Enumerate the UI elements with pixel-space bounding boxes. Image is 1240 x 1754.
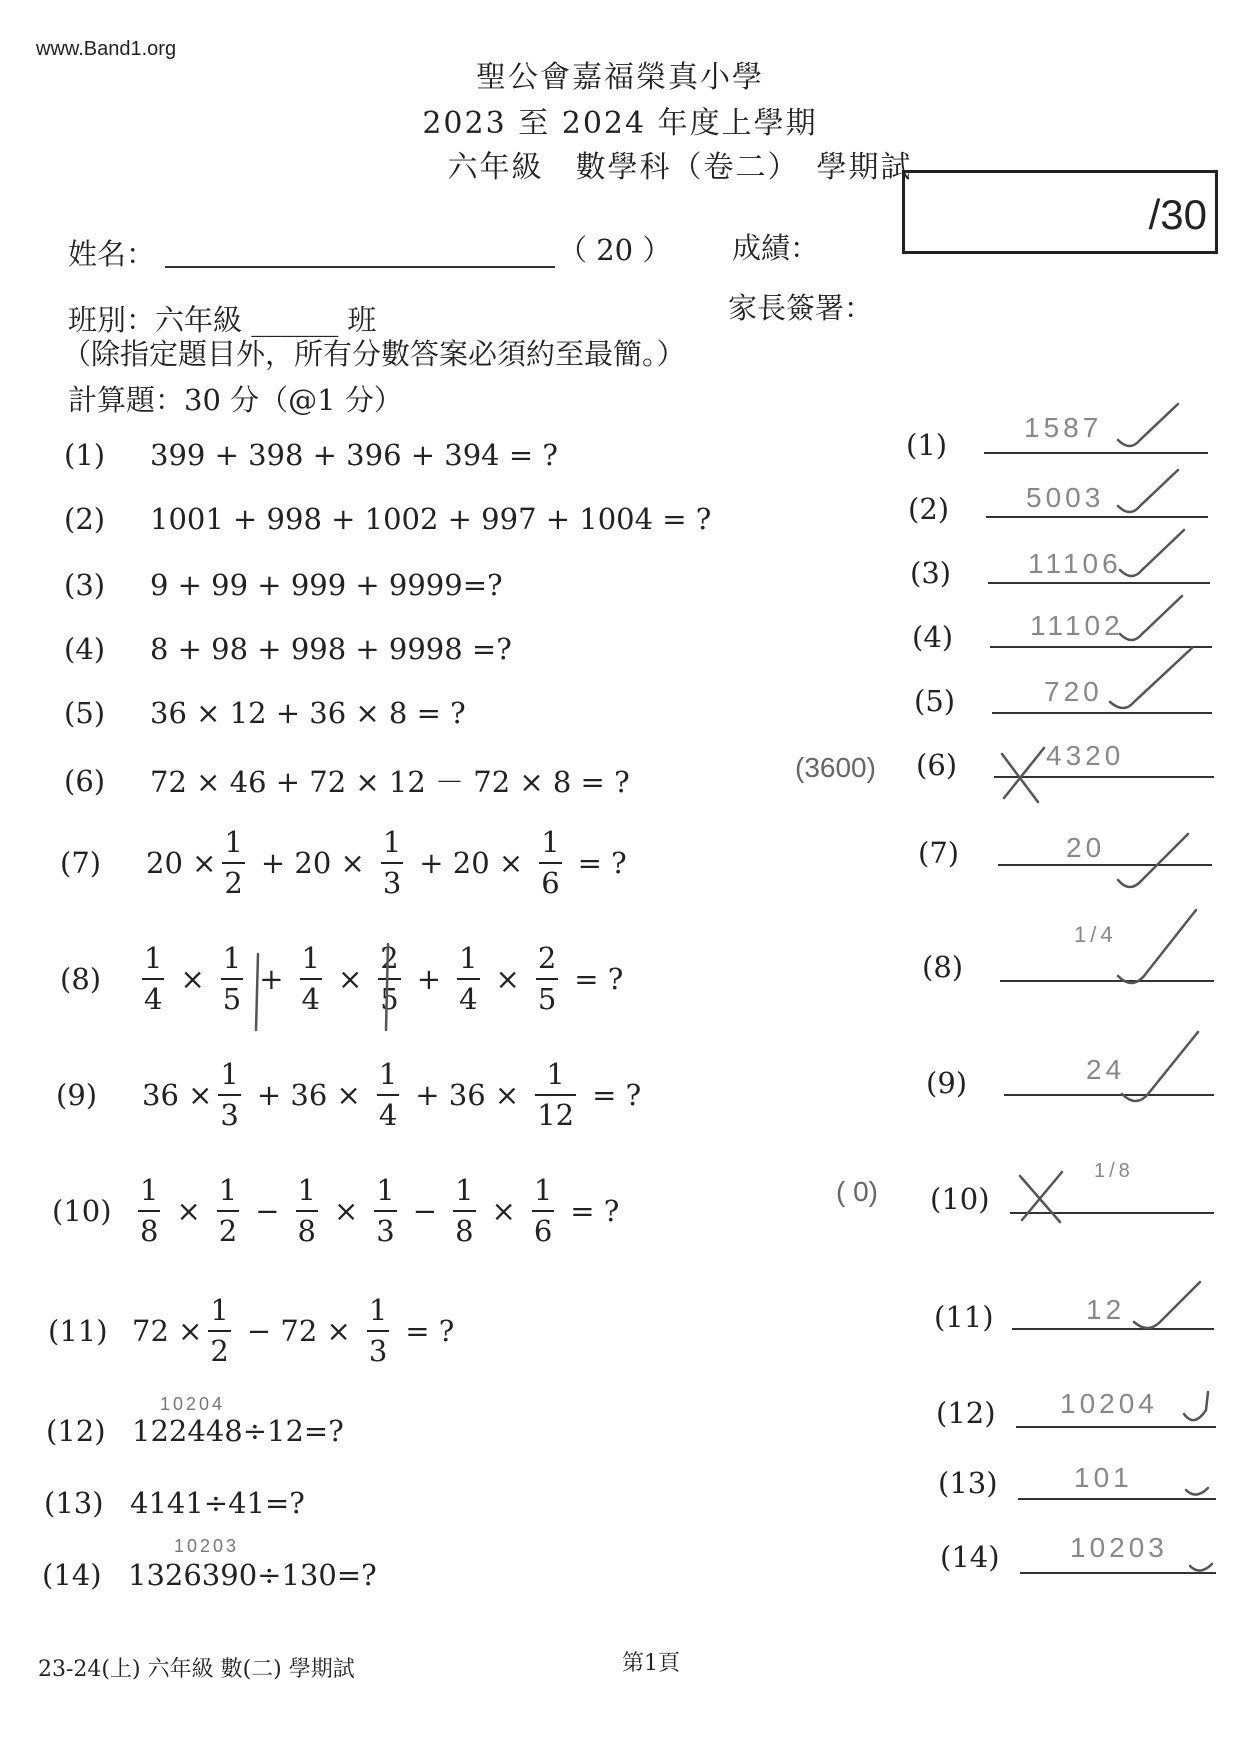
- term: ×: [495, 962, 520, 996]
- answer-4: 11102: [1030, 610, 1124, 641]
- question-text: 9 + 99 + 999 + 9999=?: [150, 568, 503, 602]
- fraction: $\frac{1}{3}$: [368, 1293, 388, 1368]
- question-text: 1001 + 998 + 1002 + 997 + 1004 = ?: [150, 502, 712, 536]
- q12-work: 10204: [160, 1394, 226, 1414]
- question-number: (10): [52, 1194, 112, 1228]
- tick-icon: [1118, 404, 1178, 446]
- question-text: 122448÷12=?: [132, 1414, 344, 1448]
- class-label: 班別：六年級 ______ 班: [68, 303, 377, 337]
- answer-label-14: (14): [940, 1540, 1000, 1574]
- answer-label-10: (10): [930, 1182, 990, 1216]
- answer-12: 10204: [1060, 1388, 1158, 1419]
- footer-left: 23-24(上) 六年級 數(二) 學期試: [38, 1657, 355, 1682]
- term: = ?: [405, 1314, 455, 1348]
- tick-icon: [1118, 470, 1178, 512]
- question-number: (9): [56, 1078, 98, 1112]
- answer-2: 5003: [1026, 482, 1105, 513]
- tick-icon: [1186, 1488, 1208, 1495]
- term: + 20 ×: [260, 846, 365, 880]
- fraction: $\frac{1}{4}$: [144, 941, 163, 1016]
- question-text: 72 × 46 + 72 × 12 － 72 × 8 = ?: [150, 765, 630, 799]
- term: ×: [180, 962, 205, 996]
- answer-13: 101: [1074, 1462, 1133, 1493]
- question-text: 4141÷41=?: [130, 1486, 305, 1520]
- term: +: [259, 962, 284, 996]
- term: + 36 ×: [415, 1078, 520, 1112]
- answer-6: 4320: [1046, 740, 1125, 771]
- answer-label-1: (1): [906, 428, 948, 462]
- fraction: $\frac{1}{3}$: [382, 825, 402, 900]
- question-number: (6): [64, 763, 106, 798]
- question-number: (12): [46, 1414, 106, 1448]
- q10-correction: ( 0): [836, 1176, 878, 1207]
- score-label: 成績：: [732, 231, 820, 265]
- term: 72 ×: [132, 1314, 203, 1348]
- fraction: $\frac{1}{6}$: [533, 1173, 553, 1248]
- tick-icon: [1134, 1282, 1200, 1328]
- tick-icon: [1122, 1032, 1198, 1101]
- fraction: $\frac{1}{2}$: [224, 825, 243, 900]
- fraction: $\frac{1}{2}$: [210, 1293, 229, 1368]
- answer-5: 720: [1044, 676, 1103, 707]
- cross-icon: [1020, 1172, 1062, 1222]
- watermark: www.Band1.org: [36, 38, 177, 60]
- answer-3: 11106: [1028, 548, 1122, 579]
- exam-subject: 六年級 數學科（卷二） 學期試: [447, 150, 913, 185]
- question-number: (2): [64, 502, 106, 536]
- answer-label-7: (7): [918, 836, 960, 870]
- parent-signature-label: 家長簽署：: [728, 291, 874, 325]
- term: ×: [491, 1194, 516, 1228]
- tick-icon: [1110, 648, 1192, 708]
- question-number: (13): [44, 1486, 104, 1520]
- question-number: (14): [42, 1558, 102, 1592]
- answer-14: 10203: [1070, 1532, 1168, 1563]
- term: −: [255, 1194, 280, 1228]
- answer-9: 24: [1086, 1054, 1126, 1085]
- question-text: 399 + 398 + 396 + 394 = ?: [150, 438, 558, 472]
- school-name: 聖公會嘉福榮真小學: [476, 60, 764, 95]
- fraction: $\frac{1}{4}$: [301, 941, 320, 1016]
- answer-label-11: (11): [934, 1300, 994, 1334]
- tick-icon: [1118, 834, 1188, 887]
- term: = ?: [570, 1194, 620, 1228]
- term: −: [412, 1194, 438, 1228]
- tick-icon: [1118, 910, 1196, 983]
- fraction: $\frac{1}{3}$: [376, 1173, 395, 1248]
- answer-label-6: (6): [916, 748, 958, 782]
- term: = ?: [592, 1078, 642, 1112]
- answer-8: 1/4: [1074, 922, 1117, 947]
- fraction: $\frac{1}{8}$: [297, 1173, 316, 1248]
- question-text: 8 + 98 + 998 + 9998 =?: [150, 632, 512, 666]
- term: +: [416, 962, 442, 996]
- term: + 20 ×: [419, 846, 524, 880]
- answer-label-8: (8): [922, 950, 964, 984]
- school-year: 2023 至 2024 年度上學期: [422, 106, 818, 141]
- q8-bracket: [256, 941, 388, 1030]
- fraction: $\frac{1}{2}$: [218, 1173, 238, 1248]
- answer-1: 1587: [1024, 412, 1103, 443]
- term: + 36 ×: [256, 1078, 361, 1112]
- instruction: （除指定題目外，所有分數答案必須約至最簡。）: [62, 337, 686, 371]
- tick-icon: [1190, 1564, 1212, 1571]
- question-text: 36 × 12 + 36 × 8 = ?: [150, 696, 466, 730]
- term: ×: [337, 962, 363, 996]
- question-number: (5): [64, 696, 106, 730]
- question-number: (3): [64, 568, 106, 602]
- term: ×: [333, 1194, 359, 1228]
- term: = ?: [574, 962, 624, 996]
- term: 36 ×: [142, 1078, 213, 1112]
- fraction: $\frac{2}{5}$: [380, 941, 399, 1016]
- fraction: $\frac{1}{4}$: [378, 1057, 398, 1132]
- fraction: $\frac{1}{8}$: [455, 1173, 474, 1248]
- term: 20 ×: [146, 846, 217, 880]
- answer-label-2: (2): [908, 492, 950, 526]
- q14-work: 10203: [174, 1536, 240, 1556]
- fraction: $\frac{1}{6}$: [541, 825, 560, 900]
- fraction: $\frac{2}{5}$: [537, 941, 557, 1016]
- tick-icon: [1184, 1392, 1208, 1420]
- answer-label-9: (9): [926, 1066, 968, 1100]
- answer-label-13: (13): [938, 1466, 998, 1500]
- q6-correction: (3600): [795, 752, 876, 783]
- tick-icon: [1120, 596, 1182, 640]
- class-number: （ 20 ）: [558, 233, 672, 267]
- question-number: (11): [48, 1314, 108, 1348]
- answer-label-5: (5): [914, 684, 956, 718]
- answer-11: 12: [1086, 1294, 1126, 1325]
- section-title: 計算題：30 分（@1 分）: [68, 383, 403, 417]
- fraction: $\frac{1}{4}$: [459, 941, 478, 1016]
- name-label: 姓名：: [68, 237, 156, 271]
- answer-label-4: (4): [912, 620, 954, 654]
- question-text: 1326390÷130=?: [128, 1558, 377, 1592]
- answer-10: 1/8: [1094, 1160, 1134, 1182]
- fraction: $\frac{1}{3}$: [220, 1057, 239, 1132]
- answer-label-3: (3): [910, 556, 952, 590]
- answer-label-12: (12): [936, 1396, 996, 1430]
- term: − 72 ×: [246, 1314, 351, 1348]
- question-number: (7): [60, 846, 102, 880]
- cross-icon: [1002, 748, 1044, 802]
- answer-7: 20: [1066, 832, 1106, 863]
- fraction: $\frac{1}{5}$: [222, 941, 242, 1016]
- question-number: (4): [64, 632, 106, 666]
- term: = ?: [577, 846, 627, 880]
- fraction: $\frac{1}{8}$: [140, 1173, 159, 1248]
- term: ×: [176, 1194, 201, 1228]
- question-number: (1): [64, 438, 106, 472]
- fraction: $\frac{1}{12}$: [537, 1057, 575, 1132]
- score-total: /30: [1148, 191, 1207, 238]
- question-number: (8): [60, 962, 102, 996]
- tick-icon: [1120, 530, 1184, 576]
- page-number: 第1頁: [622, 1651, 680, 1676]
